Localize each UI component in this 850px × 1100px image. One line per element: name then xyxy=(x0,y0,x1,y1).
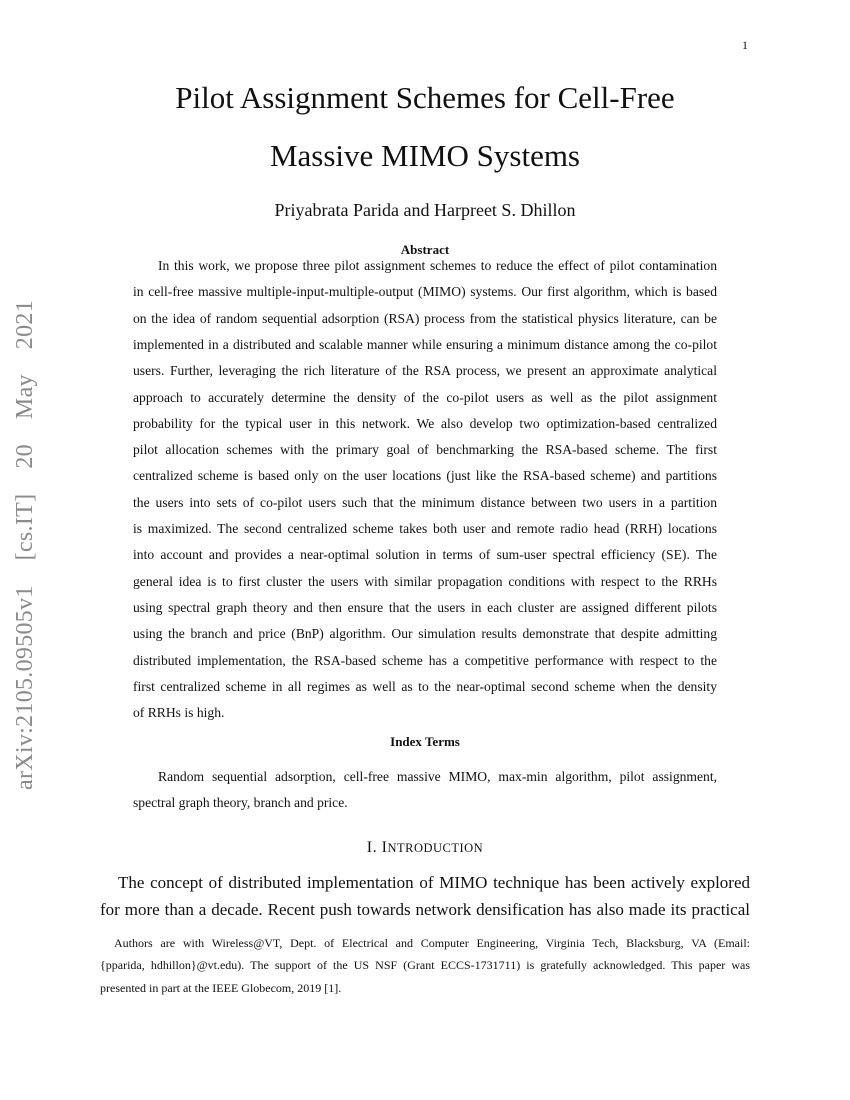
index-terms-heading: Index Terms xyxy=(390,734,460,749)
abstract-line: using the branch and price (BnP) algorithm. Our simulation results demonstrate that despite admitting xyxy=(133,626,717,642)
abstract-line: in cell-free massive multiple-input-multiple-output (MIMO) systems. Our first algorithm, which is based xyxy=(133,284,717,300)
abstract-line: users. Further, leveraging the rich literature of the RSA process, we present an approximate analytical xyxy=(133,363,717,379)
abstract-line: first centralized scheme in all regimes as well as to the near-optimal second scheme when the density xyxy=(133,678,717,694)
abstract-heading: Abstract xyxy=(400,242,450,257)
abstract-line: general idea is to first cluster the users with similar propagation conditions with respect to the RRHs xyxy=(133,573,717,589)
abstract-line: In this work, we propose three pilot assignment schemes to reduce the effect of pilot contamination xyxy=(158,258,717,273)
section-title: NTRODUCTION xyxy=(387,841,484,855)
abstract-line: distributed implementation, the RSA-based scheme has a competitive performance with respect to the xyxy=(133,652,717,668)
footnote-line: Authors are with Wireless@VT, Dept. of Electrical and Computer Engineering, Virginia Tech, Blacksburg, VA (Email: xyxy=(114,936,750,950)
abstract-line: pilot allocation schemes with the primary goal of benchmarking the RSA-based scheme. The first xyxy=(133,442,717,458)
intro-line: The concept of distributed implementation of MIMO technique has been actively explored xyxy=(118,873,750,892)
index-terms-line: Random sequential adsorption, cell-free massive MIMO, max-min algorithm, pilot assignment, xyxy=(158,769,717,784)
index-terms-line: spectral graph theory, branch and price. xyxy=(133,795,348,810)
abstract-line: approach to accurately determine the density of the co-pilot users as well as the pilot assignment xyxy=(133,389,717,405)
footnote-line: presented in part at the IEEE Globecom, 2019 [1]. xyxy=(100,981,342,995)
abstract-line: the users into sets of co-pilot users such that the minimum distance between two users in a partition xyxy=(133,494,717,510)
paper-title-line-1: Pilot Assignment Schemes for Cell-Free xyxy=(175,80,675,115)
abstract-line: on the idea of random sequential adsorption (RSA) process from the statistical physics literature, can be xyxy=(133,310,717,326)
section-number: I. I xyxy=(366,839,388,856)
abstract-line: of RRHs is high. xyxy=(133,705,225,721)
intro-line: for more than a decade. Recent push towards network densification has also made its practical xyxy=(100,900,750,919)
abstract-line: centralized scheme is based only on the user locations (just like the RSA-based scheme) and partitions xyxy=(133,468,717,484)
page-number: 1 xyxy=(742,38,748,52)
abstract-line: using spectral graph theory and then ensure that the users in each cluster are assigned different pilots xyxy=(133,599,717,615)
footnote-line: {pparida, hdhillon}@vt.edu). The support of the US NSF (Grant ECCS-1731711) is gratefully acknowledged. This paper was xyxy=(100,958,750,972)
abstract-line: into account and provides a near-optimal solution in terms of sum-user spectral efficiency (SE). The xyxy=(133,547,717,563)
abstract-line: implemented in a distributed and scalable manner while ensuring a minimum distance among the co-pilot xyxy=(133,336,717,352)
arxiv-identifier-sidebar: arXiv:2105.09505v1 [cs.IT] 20 May 2021 xyxy=(12,300,38,790)
authors: Priyabrata Parida and Harpreet S. Dhillon xyxy=(274,200,576,220)
abstract-line: probability for the typical user in this network. We also develop two optimization-based centralized xyxy=(133,415,717,431)
section-heading-introduction xyxy=(0,839,850,857)
paper-title-line-2: Massive MIMO Systems xyxy=(269,138,580,173)
abstract-line: is maximized. The second centralized scheme takes both user and remote radio head (RRH) locations xyxy=(133,521,717,536)
